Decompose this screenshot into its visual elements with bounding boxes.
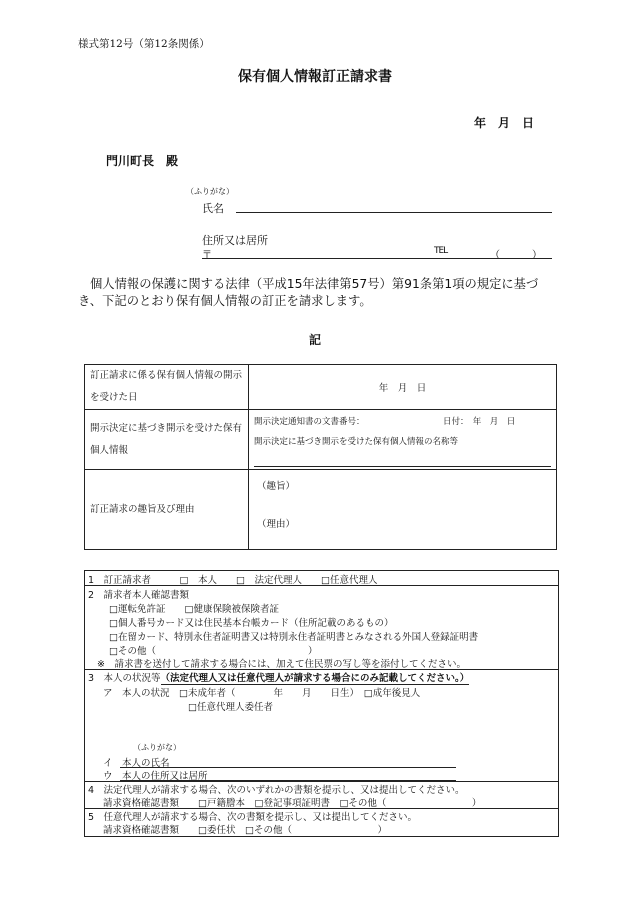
address-label: 住所又は居所: [202, 234, 268, 247]
address-field[interactable]: [202, 258, 552, 259]
id-doc-option-1[interactable]: □運転免許証 □健康保険被保険者証: [109, 604, 279, 615]
name-field[interactable]: [236, 212, 552, 213]
id-doc-option-2[interactable]: □個人番号カード又は住民基本台帳カード（住所記載のあるもの）: [109, 618, 394, 629]
tel-paren-open: （: [490, 250, 500, 261]
postal-mark: 〒: [202, 250, 212, 261]
tel-paren-close: ）: [532, 250, 542, 261]
purpose-label: （趣旨）: [257, 481, 296, 492]
legal-rep-title: 4 法定代理人が請求する場合、次のいずれかの書類を提示し、又は提出してください。: [88, 785, 465, 796]
id-docs-title: 2 請求者本人確認書類: [88, 590, 190, 601]
id-doc-option-4[interactable]: □その他（ ）: [109, 646, 318, 657]
principal-status-note: （法定代理人又は任意代理人が請求する場合にのみ記載してください。）: [160, 673, 470, 684]
reason-label: （理由）: [257, 519, 296, 530]
request-statement: 個人情報の保護に関する法律（平成15年法律第57号）第91条第1項の規定に基づき、下記のとおり保有個人情報の訂正を請求します。: [78, 277, 539, 308]
legal-rep-docs[interactable]: 請求資格確認書類 □戸籍謄本 □登記事項証明書 □その他（ ）: [103, 798, 482, 809]
correction-purpose-label: 訂正請求の趣旨及び理由: [85, 470, 249, 550]
principal-status-option-delegator[interactable]: □任意代理人委任者: [188, 702, 273, 713]
voluntary-rep-title: 5 任意代理人が請求する場合、次の書類を提示し、又は提出してください。: [88, 812, 418, 823]
voluntary-rep-docs[interactable]: 請求資格確認書類 □委任状 □その他（ ）: [103, 825, 387, 836]
principal-name-label: イ 本人の氏名: [103, 758, 170, 769]
submission-date: 年 月 日: [474, 116, 535, 130]
form-number: 様式第12号（第12条関係）: [78, 38, 210, 50]
disclosure-date-label: 訂正請求に係る保有個人情報の開示を受けた日: [85, 365, 249, 410]
requester-type-row[interactable]: 1 訂正請求者 □ 本人 □ 法定代理人 □任意代理人: [88, 575, 378, 586]
doc-number-label: 開示決定通知書の文書番号：: [254, 417, 365, 427]
principal-status-title-text: 3 本人の状況等: [88, 673, 161, 684]
doc-date-label: 日付： 年 月 日: [443, 417, 516, 427]
principal-status-title: [88, 670, 469, 684]
principal-address-label: ウ 本人の住所又は居所: [103, 771, 208, 782]
disclosed-info-cell[interactable]: [249, 410, 557, 470]
tel-label: TEL: [434, 246, 448, 256]
id-doc-option-3[interactable]: □在留カード、特別永住者証明書又は特別永住者証明書とみなされる外国人登録証明書: [109, 632, 479, 643]
request-details-table: [84, 364, 557, 550]
disclosed-info-name-label: 開示決定に基づき開示を受けた保有個人情報の名称等: [254, 437, 459, 447]
requester-section: [84, 570, 559, 837]
correction-purpose-cell[interactable]: [249, 470, 557, 550]
disclosed-info-line: [254, 466, 551, 467]
principal-furigana-label: （ふりがな）: [133, 743, 181, 752]
mail-request-note: ※ 請求書を送付して請求する場合には、加えて住民票の写し等を添付してください。: [97, 659, 466, 670]
name-label: 氏名: [202, 202, 224, 215]
addressee: 門川町長 殿: [106, 154, 179, 168]
principal-status-options[interactable]: ア 本人の状況 □未成年者（ 年 月 日生） □成年後見人: [103, 688, 421, 699]
divider: [85, 585, 558, 586]
page-title: 保有個人情報訂正請求書: [238, 69, 392, 85]
disclosure-date-value[interactable]: 年 月 日: [249, 365, 557, 410]
disclosed-info-label: 開示決定に基づき開示を受けた保有個人情報: [85, 410, 249, 470]
ki-heading: 記: [309, 333, 322, 347]
furigana-label: （ふりがな）: [186, 187, 234, 196]
